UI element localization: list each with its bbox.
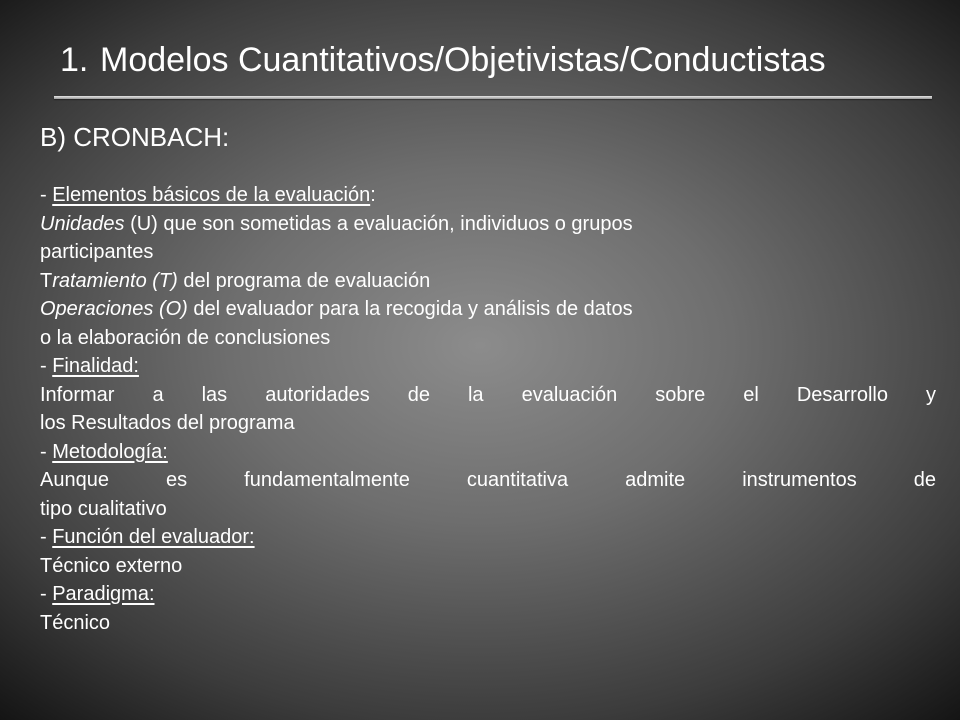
- operaciones-line: [40, 295, 936, 324]
- tratamiento-text: del programa de evaluación: [177, 269, 431, 292]
- unidades-line: [40, 210, 936, 239]
- elementos-heading-line: [40, 181, 936, 210]
- unidades-line-2: participantes: [40, 241, 154, 263]
- unidades-text: (U) que son sometidas a evaluación, individuos o grupos: [124, 212, 633, 235]
- funcion-heading-line: [40, 523, 936, 552]
- slide-body: [40, 181, 936, 637]
- finalidad-text-2: los Resultados del programa: [40, 412, 295, 434]
- elementos-heading: Elementos básicos de la evaluación: [52, 184, 371, 206]
- bullet-dash: -: [40, 355, 53, 377]
- funcion-text: Técnico externo: [40, 554, 183, 577]
- finalidad-heading: Finalidad:: [52, 355, 139, 377]
- title-text: Modelos Cuantitativos/Objetivistas/Conductistas: [100, 41, 826, 79]
- slide-title: [60, 36, 940, 84]
- bullet-dash: -: [40, 440, 53, 463]
- tratamiento-line: [40, 267, 936, 296]
- metodologia-heading-line: [40, 438, 936, 467]
- paradigma-heading-line: [40, 580, 936, 609]
- tratamiento-initial: T: [40, 269, 53, 292]
- unidades-term: Unidades: [40, 212, 125, 235]
- operaciones-line-2: o la elaboración de conclusiones: [40, 326, 331, 349]
- operaciones-term: Operaciones (O): [40, 298, 188, 320]
- title-divider: [54, 96, 932, 99]
- bullet-dash: -: [40, 526, 53, 548]
- section-subtitle: B) CRONBACH:: [40, 122, 230, 152]
- finalidad-text-1: Informar a las autoridades de la evaluación sobre el Desarrollo y: [40, 383, 936, 406]
- heading-colon: :: [370, 184, 376, 206]
- paradigma-text: Técnico: [40, 611, 111, 634]
- title-number: 1.: [60, 41, 89, 79]
- tratamiento-term: ratamiento (T): [52, 269, 178, 292]
- bullet-dash: -: [40, 583, 53, 605]
- operaciones-text: del evaluador para la recogida y análisis de datos: [187, 298, 633, 320]
- metodologia-text-1: Aunque es fundamentalmente cuantitativa admite instrumentos de: [40, 469, 936, 491]
- funcion-heading: Función del evaluador:: [52, 526, 255, 548]
- paradigma-heading: Paradigma:: [52, 583, 155, 605]
- bullet-dash: -: [40, 184, 53, 206]
- metodologia-text-2: tipo cualitativo: [40, 497, 167, 520]
- metodologia-heading: Metodología:: [52, 440, 168, 463]
- finalidad-heading-line: [40, 352, 936, 381]
